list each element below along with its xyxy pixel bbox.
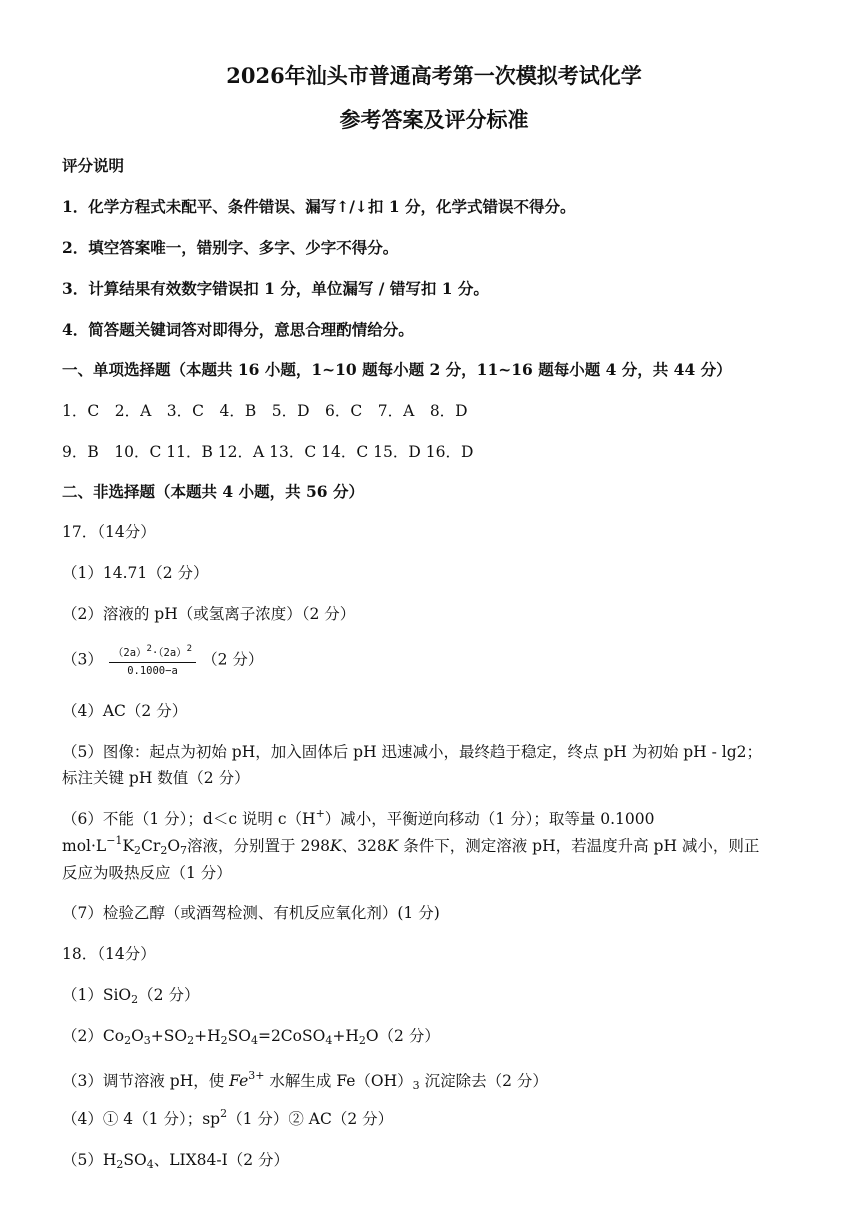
numerator-term-1: （2a） xyxy=(112,647,147,659)
q18-a1-sub: 2 xyxy=(131,993,139,1006)
q17-answer-6-line-3: 反应为吸热反应（1 分） xyxy=(62,864,232,882)
numerator-exponent-2: 2 xyxy=(186,644,193,654)
formula-o: O xyxy=(167,837,181,855)
fraction-numerator xyxy=(109,644,196,663)
page-subtitle: 参考答案及评分标准 xyxy=(339,107,529,132)
formula-cr: Cr xyxy=(141,837,161,855)
grading-rule-2: 2．填空答案唯一，错别字、多字、少字不得分。 xyxy=(62,238,399,257)
formula-sub-3: 7 xyxy=(180,844,188,857)
q17-a6-text-1: （6）不能（1 分）；d＜c 说明 c（H xyxy=(62,810,316,828)
q18-answer-2 xyxy=(62,1024,440,1047)
eq-part-h: O（2 分） xyxy=(365,1027,440,1045)
section-1-header: 一、单项选择题（本题共 16 小题，1~10 题每小题 2 分，11~16 题每小题 4 分，共 44 分） xyxy=(62,360,732,379)
numerator-term-2: ·（2a） xyxy=(151,647,187,659)
hydroxide-sub: 3 xyxy=(412,1079,420,1092)
eq-sub-1: 2 xyxy=(124,1034,132,1047)
q18-a5-text-1: （5）H xyxy=(62,1151,117,1169)
q18-label: 18．（14分） xyxy=(62,945,156,963)
formula-sub-1: 2 xyxy=(134,844,142,857)
eq-part-d: +H xyxy=(194,1027,221,1045)
numerator-exponent-1: 2 xyxy=(146,644,152,654)
q18-a5-sub-2: 4 xyxy=(146,1158,154,1171)
q18-a1-score: （2 分） xyxy=(138,986,200,1004)
eq-part-g: +H xyxy=(332,1027,359,1045)
equilibrium-constant-fraction xyxy=(109,644,196,677)
fraction-denominator: 0.1000−a xyxy=(127,665,178,677)
eq-sub-2: 3 xyxy=(143,1034,151,1047)
eq-sub-3: 2 xyxy=(187,1034,195,1047)
grading-rule-3: 3．计算结果有效数字错误扣 1 分，单位漏写 / 错写扣 1 分。 xyxy=(62,279,489,298)
q18-a4-text-1: （4）① 4（1 分）；sp xyxy=(62,1110,221,1128)
q18-a3-text-3: 沉淀除去（2 分） xyxy=(419,1072,548,1090)
eq-part-e: SO xyxy=(227,1027,251,1045)
eq-part-b: O xyxy=(131,1027,144,1045)
q17-a6-text-3: 溶液，分别置于 298 xyxy=(187,837,331,855)
hybridization-sup: 2 xyxy=(220,1107,228,1120)
q17-answer-6-line-2 xyxy=(62,834,759,857)
q17-answer-3 xyxy=(62,644,263,677)
formula-k: K xyxy=(122,837,135,855)
kelvin-unit-1: K xyxy=(330,837,342,855)
q17-answer-5-line-1: （5）图像：起点为初始 pH，加入固体后 pH 迅速减小，最终趋于稳定，终点 pH 为初始 pH - lg2； xyxy=(62,743,763,761)
eq-part-f: =2CoSO xyxy=(257,1027,326,1045)
q17-answer-4: （4）AC（2 分） xyxy=(62,702,188,720)
iron-symbol: Fe xyxy=(229,1072,249,1090)
unit-mol-l: mol·L xyxy=(62,837,107,855)
q17-answer-3-score: （2 分） xyxy=(202,650,264,669)
q18-answer-4 xyxy=(62,1107,393,1129)
q17-answer-5-line-2: 标注关键 pH 数值（2 分） xyxy=(62,769,250,787)
q18-a5-text-2: SO xyxy=(123,1151,147,1169)
q18-answer-5 xyxy=(62,1148,289,1171)
choice-answers-row-2: 9．B 10．C 11．B 12．A 13．C 14．C 15．D 16．D xyxy=(62,443,474,461)
choice-answers-row-1: 1．C 2．A 3．C 4．B 5．D 6．C 7．A 8．D xyxy=(62,402,468,420)
formula-sub-2: 2 xyxy=(160,844,168,857)
q18-a5-sub-1: 2 xyxy=(116,1158,124,1171)
q17-answer-2: （2）溶液的 pH（或氢离子浓度）（2 分） xyxy=(62,605,356,623)
eq-sub-4: 2 xyxy=(220,1034,228,1047)
q18-a4-text-2: （1 分）② AC（2 分） xyxy=(227,1110,394,1128)
grading-notes-header: 评分说明 xyxy=(62,156,125,175)
q17-a6-text-2: ）减小，平衡逆向移动（1 分）；取等量 0.1000 xyxy=(324,810,655,828)
q17-answer-7: （7）检验乙醇（或酒驾检测、有机反应氧化剂）(1 分) xyxy=(62,904,440,922)
eq-part-a: （2）Co xyxy=(62,1027,125,1045)
q18-a3-text-2: 水解生成 Fe（OH） xyxy=(264,1072,413,1090)
kelvin-unit-2: K xyxy=(386,837,399,855)
q18-answer-3 xyxy=(62,1069,548,1092)
q17-answer-6-line-1 xyxy=(62,807,654,829)
eq-sub-7: 2 xyxy=(358,1034,366,1047)
grading-rule-4: 4．简答题关键词答对即得分，意思合理酌情给分。 xyxy=(62,320,414,339)
grading-rule-1: 1．化学方程式未配平、条件错误、漏写↑/↓扣 1 分，化学式错误不得分。 xyxy=(62,197,576,216)
eq-sub-6: 4 xyxy=(325,1034,333,1047)
q17-a6-text-4: 、328 xyxy=(341,837,387,855)
q18-a5-text-3: 、LIX84-I（2 分） xyxy=(153,1151,290,1169)
q17-answer-3-prefix: （3） xyxy=(62,650,103,669)
unit-exponent: −1 xyxy=(106,834,123,847)
q18-a3-text-1: （3）调节溶液 pH，使 xyxy=(62,1072,230,1090)
iron-charge: 3+ xyxy=(248,1069,265,1082)
q18-a1-formula: （1）SiO xyxy=(62,986,132,1004)
section-2-header: 二、非选择题（本题共 4 小题，共 56 分） xyxy=(62,482,364,501)
hydrogen-ion-charge: + xyxy=(315,807,325,820)
q17-label: 17．（14分） xyxy=(62,523,156,541)
eq-sub-5: 4 xyxy=(250,1034,258,1047)
q17-a6-text-5: 条件下，测定溶液 pH，若温度升高 pH 减小，则正 xyxy=(398,837,760,855)
page-title: 2026年汕头市普通高考第一次模拟考试化学 xyxy=(226,63,642,88)
q18-answer-1 xyxy=(62,983,199,1006)
eq-part-c: +SO xyxy=(150,1027,188,1045)
q17-answer-1: （1）14.71（2 分） xyxy=(62,564,209,582)
